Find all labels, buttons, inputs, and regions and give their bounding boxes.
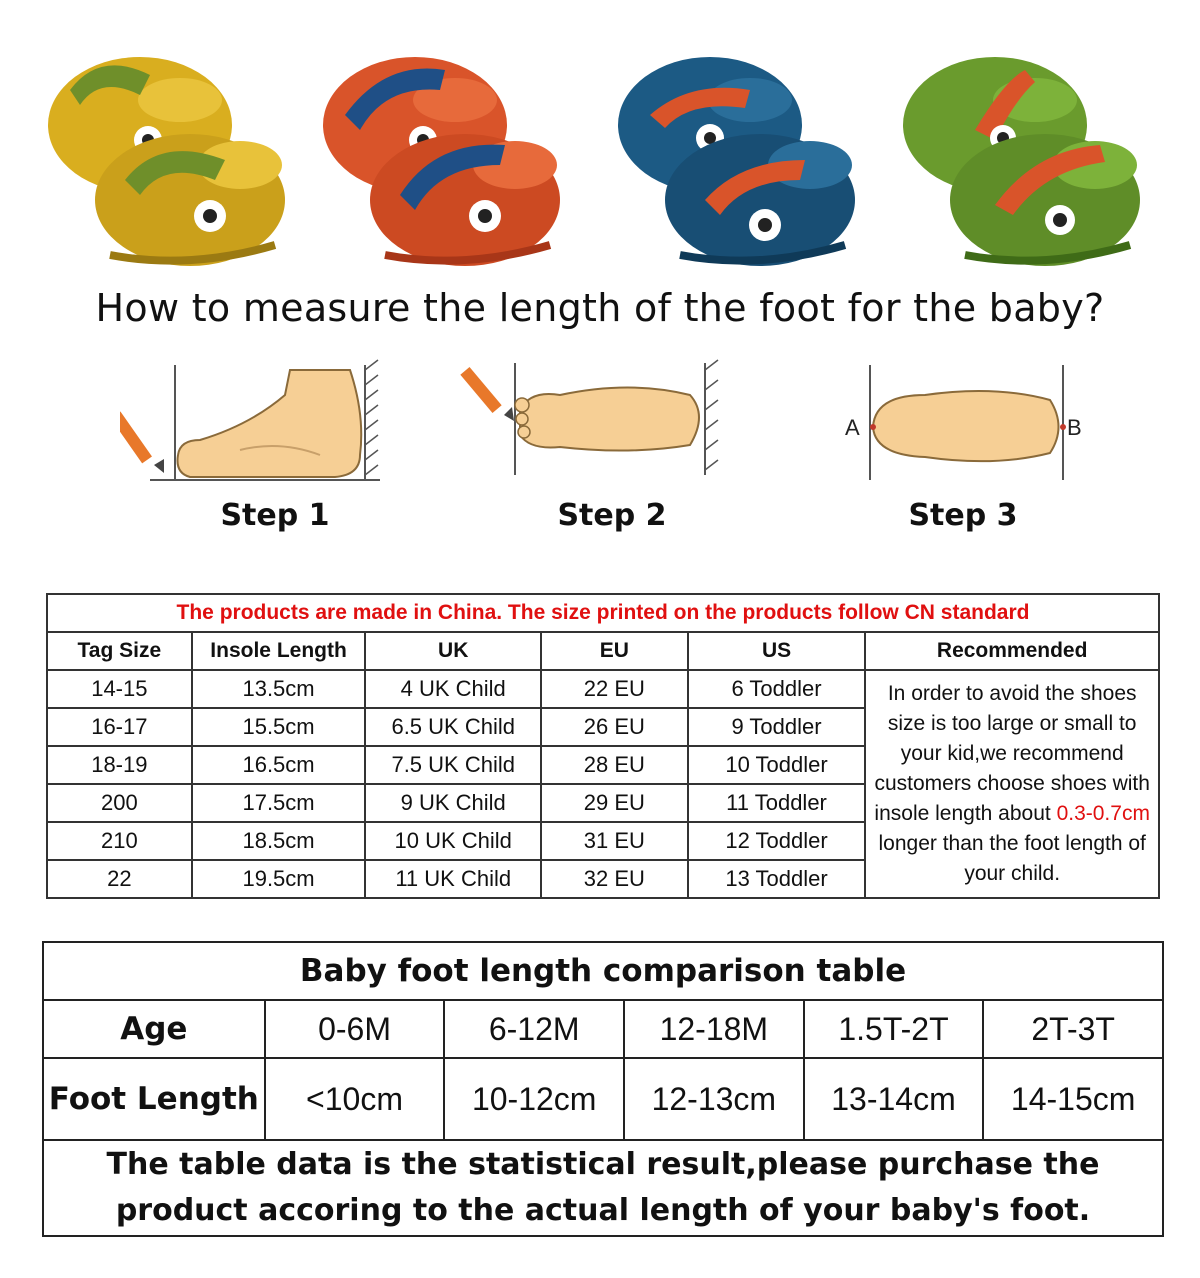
step-2-label: Step 2 (557, 498, 667, 533)
uk-size-cell: 9 UK Child (365, 784, 541, 822)
uk-size-cell: 4 UK Child (365, 670, 541, 708)
foot-length-cell: 14-15cm (983, 1058, 1163, 1140)
yellow-slipper-pair (40, 20, 290, 280)
eu-size-cell: 32 EU (541, 860, 688, 898)
product-photos (0, 20, 1200, 280)
eu-size-cell: 28 EU (541, 746, 688, 784)
age-cell: 2T-3T (983, 1000, 1163, 1058)
us-size-cell: 12 Toddler (688, 822, 866, 860)
tag-size-cell: 18-19 (47, 746, 192, 784)
insole-length-cell: 16.5cm (192, 746, 366, 784)
eu-size-cell: 31 EU (541, 822, 688, 860)
tag-size-cell: 200 (47, 784, 192, 822)
uk-size-cell: 11 UK Child (365, 860, 541, 898)
tag-size-cell: 16-17 (47, 708, 192, 746)
foot-length-cell: 13-14cm (804, 1058, 984, 1140)
comparison-table-title: Baby foot length comparison table (43, 942, 1163, 1000)
age-cell: 0-6M (265, 1000, 445, 1058)
table-row (47, 670, 1159, 708)
slipper-front (665, 134, 855, 266)
step-2-illustration (460, 355, 730, 490)
header-eu: EU (541, 632, 688, 670)
green-slipper-pair (895, 20, 1145, 280)
recommendation-body: In order to avoid the shoes size is too large or small to your kid,we recommend customers choose shoes with insole length about (874, 682, 1150, 825)
age-label: Age (43, 1000, 265, 1058)
foot-length-cell: 12-13cm (624, 1058, 804, 1140)
eu-size-cell: 22 EU (541, 670, 688, 708)
age-row (43, 1000, 1163, 1058)
foot-length-label: Foot Length (43, 1058, 265, 1140)
measure-headline: How to measure the length of the foot for the baby? (95, 286, 1105, 330)
cn-standard-notice: The products are made in China. The size printed on the products follow CN standard (47, 594, 1159, 632)
step-3-illustration (835, 355, 1095, 490)
tag-size-cell: 14-15 (47, 670, 192, 708)
tag-size-cell: 22 (47, 860, 192, 898)
us-size-cell: 9 Toddler (688, 708, 866, 746)
age-cell: 12-18M (624, 1000, 804, 1058)
us-size-cell: 13 Toddler (688, 860, 866, 898)
us-size-cell: 6 Toddler (688, 670, 866, 708)
header-tag-size: Tag Size (47, 632, 192, 670)
slipper-front (95, 134, 285, 266)
insole-length-cell: 15.5cm (192, 708, 366, 746)
header-us: US (688, 632, 866, 670)
foot-length-cell: 10-12cm (444, 1058, 624, 1140)
recommendation-tail: longer than the foot length of your child. (878, 832, 1146, 885)
comparison-table-note: The table data is the statistical result,please purchase the product accoring to the actual length of your baby's foot. (43, 1140, 1163, 1236)
size-table (46, 593, 1160, 899)
header-recommended: Recommended (865, 632, 1159, 670)
eu-size-cell: 26 EU (541, 708, 688, 746)
foot-length-row (43, 1058, 1163, 1140)
insole-length-cell: 19.5cm (192, 860, 366, 898)
us-size-cell: 11 Toddler (688, 784, 866, 822)
foot-length-cell: <10cm (265, 1058, 445, 1140)
point-a-label: A (845, 415, 860, 440)
header-insole-length: Insole Length (192, 632, 366, 670)
age-cell: 6-12M (444, 1000, 624, 1058)
measure-steps (0, 355, 1200, 545)
eu-size-cell: 29 EU (541, 784, 688, 822)
size-table-header (47, 632, 1159, 670)
uk-size-cell: 7.5 UK Child (365, 746, 541, 784)
uk-size-cell: 6.5 UK Child (365, 708, 541, 746)
recommendation-range: 0.3-0.7cm (1056, 802, 1150, 825)
us-size-cell: 10 Toddler (688, 746, 866, 784)
step-1-illustration (120, 355, 390, 490)
orange-slipper-pair (315, 20, 565, 280)
insole-length-cell: 18.5cm (192, 822, 366, 860)
blue-slipper-pair (610, 20, 860, 280)
insole-length-cell: 13.5cm (192, 670, 366, 708)
step-1-label: Step 1 (220, 498, 330, 533)
recommendation-text (865, 670, 1159, 898)
step-3-label: Step 3 (908, 498, 1018, 533)
point-b-label: B (1067, 415, 1082, 440)
slipper-front (370, 134, 560, 266)
age-cell: 1.5T-2T (804, 1000, 984, 1058)
tag-size-cell: 210 (47, 822, 192, 860)
insole-length-cell: 17.5cm (192, 784, 366, 822)
foot-length-comparison-table (42, 941, 1164, 1237)
slipper-front (950, 134, 1140, 266)
header-uk: UK (365, 632, 541, 670)
uk-size-cell: 10 UK Child (365, 822, 541, 860)
